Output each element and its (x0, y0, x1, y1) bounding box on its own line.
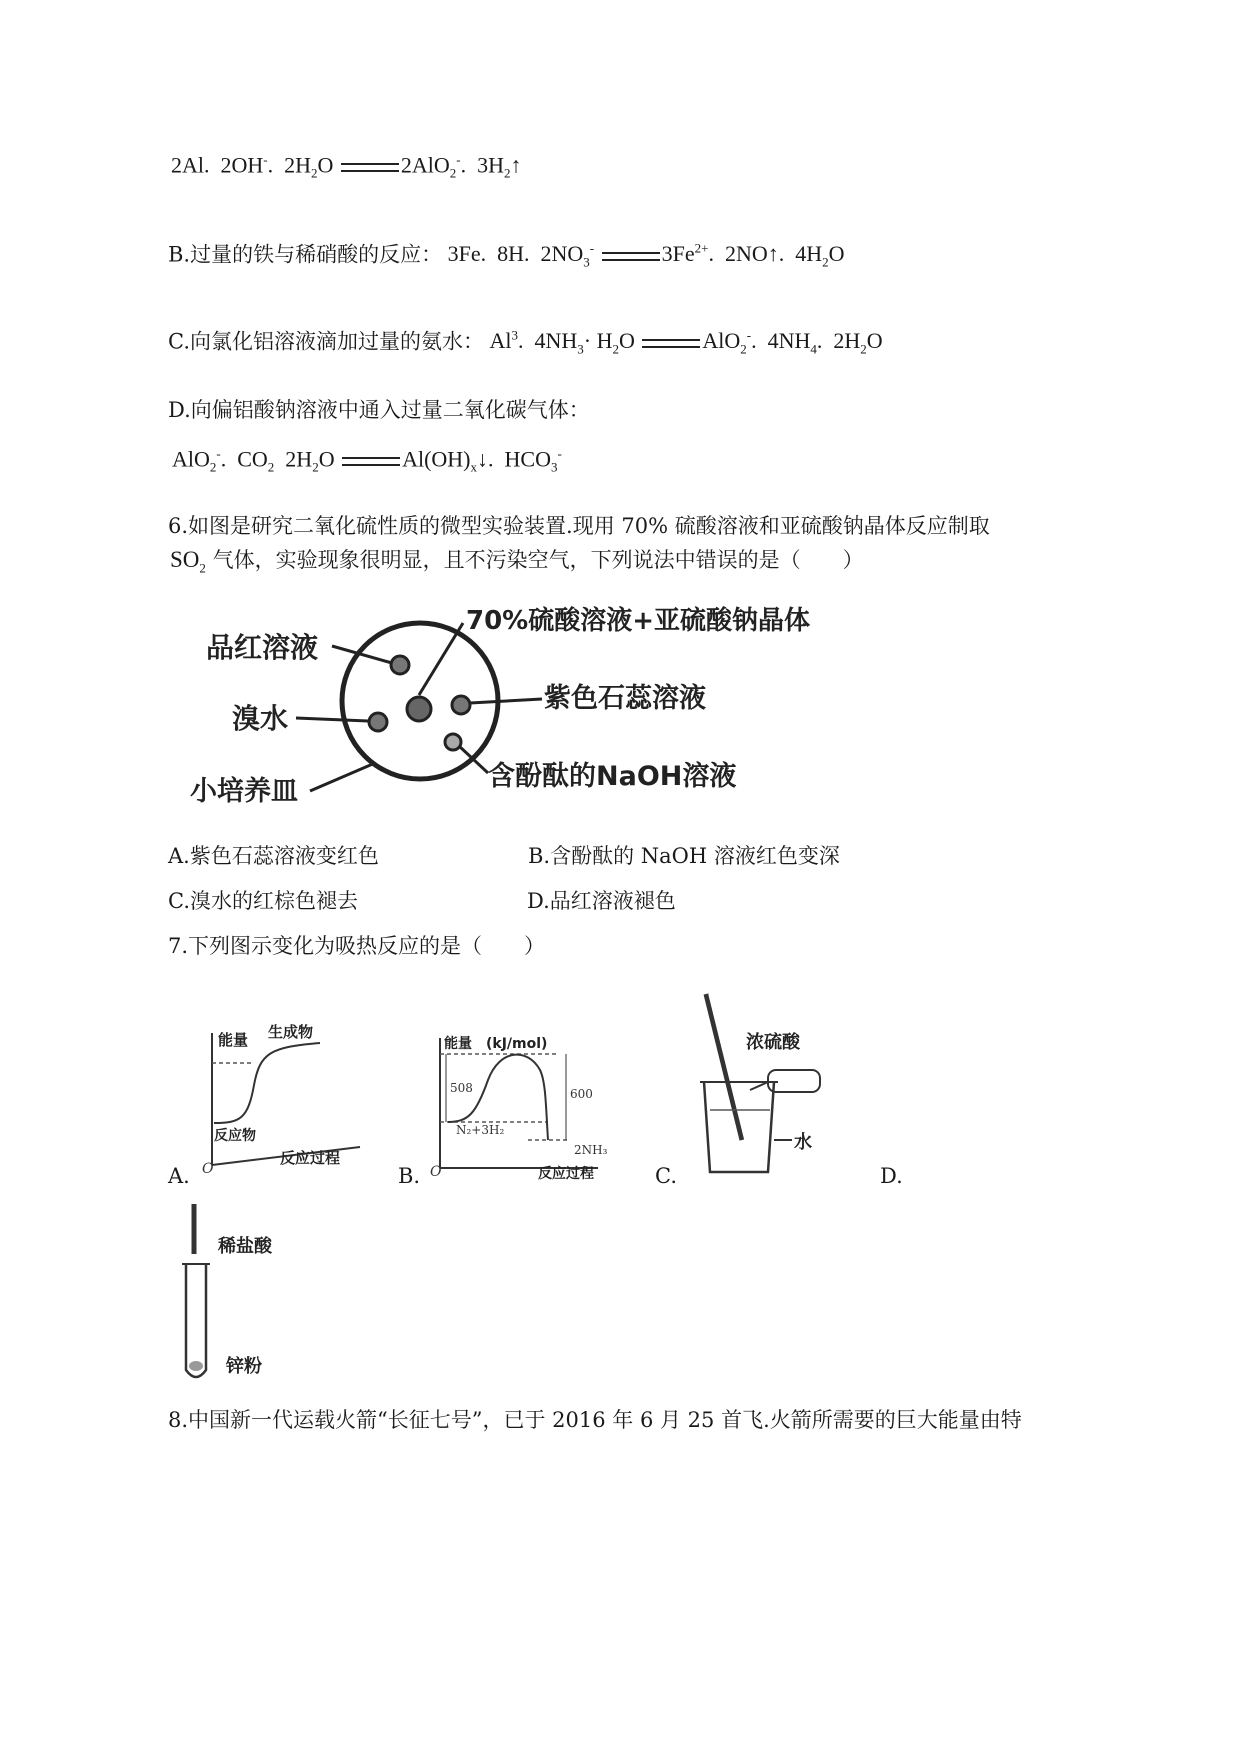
formula-sub: 2 (209, 459, 217, 475)
formula-term: 2NO (540, 241, 584, 267)
label-dish: 小培养皿 (190, 776, 298, 807)
formula-term: 2OH (220, 152, 264, 178)
formula-term: 2Al (171, 152, 204, 178)
q6-option-a[interactable]: A.紫色石蕊溶液变红色 (168, 844, 379, 868)
q7-figure-d[interactable] (180, 1200, 310, 1385)
option-text: C.向氯化铝溶液滴加过量的氨水： (168, 329, 484, 354)
formula-term: 8H (497, 241, 524, 267)
formula-sub: 3 (577, 341, 584, 357)
formula-term: O (866, 328, 883, 354)
equals-sign (341, 163, 399, 172)
formula-term: 2AlO (400, 152, 450, 178)
label-litmus: 紫色石蕊溶液 (544, 683, 706, 714)
formula-sup: 3 (511, 328, 518, 343)
drop-pinhong (391, 656, 409, 674)
equals-sign (642, 339, 700, 348)
fig-a-ylabel: 能量 (218, 1031, 249, 1049)
formula-term: 2H (833, 328, 861, 354)
label-pinhong: 品红溶液 (206, 631, 319, 664)
energy-curve (214, 1043, 320, 1123)
formula-sub: 2 (612, 341, 619, 357)
q7-option-b-label[interactable]: B. (398, 1164, 421, 1188)
q6-option-d[interactable]: D.品红溶液褪色 (527, 889, 676, 913)
q5-option-d-formula: AlO$_2$-. $CO_2$ $2H_2O$ $Al(OH)_x↓$. $HCO_3^-$ (172, 446, 562, 475)
formula-sup: - (216, 446, 221, 461)
formula-sub: 2 (822, 254, 829, 270)
formula-term: O (317, 152, 334, 178)
formula-term: 2NO↑ (724, 241, 779, 267)
q7-figure-c[interactable] (690, 990, 850, 1180)
formula-sup: - (456, 152, 461, 167)
q7-option-d-label[interactable]: D. (880, 1164, 903, 1188)
q8-stem: 8.中国新一代运载火箭“长征七号”，已于 2016 年 6 月 25 首飞.火箭所需要的巨大能量由特 (168, 1408, 1022, 1432)
q7-figure-a[interactable] (200, 1015, 370, 1175)
formula-term: 3Fe (661, 241, 695, 267)
label-bromine: 溴水 (232, 702, 289, 735)
fig-b-600: 600 (570, 1087, 593, 1101)
formula-term: 4NH (534, 328, 578, 354)
drop-bromine (369, 713, 387, 731)
formula-sub: 2 (199, 560, 206, 576)
fig-b-product: 2NH₃ (574, 1143, 608, 1157)
formula-sub: 2 (740, 341, 747, 357)
label-acid: 70%硫酸溶液+亚硫酸钠晶体 (466, 606, 811, 636)
formula-sub: 4 (810, 341, 817, 357)
fig-b-508: 508 (450, 1081, 473, 1095)
formula-term: O (828, 241, 845, 267)
formula-sup: - (746, 328, 752, 343)
q5-option-d: D.向偏铝酸钠溶液中通入过量二氧化碳气体： (168, 398, 590, 422)
formula-term: 2H (284, 152, 312, 178)
q7-stem: 7.下列图示变化为吸热反应的是（ ） (168, 934, 546, 958)
formula-sub: 2 (267, 459, 275, 475)
q5-option-c: C.向氯化铝溶液滴加过量的氨水： Al$^3$. $4NH_3\cdot H_2O$ AlO$_2$-. $4NH_4$. $2H_2O$ (168, 328, 883, 357)
formula-term: ↑ (510, 152, 522, 178)
q6-stem-line1: 6.如图是研究二氧化硫性质的微型实验装置.现用 70% 硫酸溶液和亚硫酸钠晶体反应制取 (168, 514, 990, 538)
formula-sup: - (589, 241, 595, 256)
formula-sub: x (470, 459, 478, 475)
formula-term: 4NH (767, 328, 811, 354)
option-text: B.过量的铁与稀硝酸的反应： (168, 242, 443, 267)
label-naoh: 含酚酞的NaOH溶液 (488, 761, 737, 792)
formula-sup: - (557, 446, 562, 461)
formula-term: O (619, 328, 635, 354)
formula-sub: 2 (311, 165, 318, 181)
q6-option-b[interactable]: B.含酚酞的 NaOH 溶液红色变深 (528, 844, 840, 868)
formula-sub: 2 (504, 165, 511, 181)
q5-option-a-formula: 2Al. 2OH-. $2H_2O$ 2AlO$_2$-. $3H_2↑$ (171, 152, 522, 181)
q7-option-c-label[interactable]: C. (655, 1164, 677, 1188)
drop-litmus (452, 696, 470, 714)
fig-d-zinc: 锌粉 (226, 1356, 262, 1377)
formula-sub: 3 (550, 459, 558, 475)
formula-term: 2H (285, 446, 313, 472)
fig-a-xlabel: 反应过程 (280, 1149, 341, 1167)
fig-b-ylabel: 能量 (kJ/mol) (444, 1036, 548, 1052)
drop-acid (407, 697, 431, 721)
formula-term: 3H (477, 152, 505, 178)
formula-sup: - (263, 152, 268, 167)
formula-term: Al(OH) (402, 446, 471, 472)
formula-term: 3Fe (447, 241, 481, 267)
q6-stem-line2 (170, 546, 864, 576)
fig-b-reactant: N₂+3H₂ (456, 1123, 505, 1137)
formula-term: CO (237, 446, 268, 472)
equals-sign (602, 252, 660, 261)
fig-a-reactant: 反应物 (214, 1128, 256, 1144)
q7-option-a-label[interactable]: A. (168, 1164, 190, 1188)
formula-term: O (318, 446, 335, 472)
formula-term: ↓ (477, 446, 489, 472)
q5-option-b: B.过量的铁与稀硝酸的反应： 3Fe. 8H. $2NO_3^-$ $3Fe^{2+}$. 2NO↑. $4H_2O$ (168, 241, 845, 270)
fig-b-xlabel: 反应过程 (538, 1166, 594, 1180)
formula-term: · H (583, 328, 613, 354)
q6-apparatus-figure (170, 595, 870, 815)
fig-a-origin: O (202, 1161, 214, 1175)
fig-c-water: 水 (794, 1132, 812, 1153)
stem-text: 气体，实验现象很明显，且不污染空气，下列说法中错误的是（ ） (205, 548, 864, 572)
formula-sub: 2 (860, 341, 867, 357)
test-tube (186, 1264, 206, 1377)
formula-sub: 2 (312, 459, 319, 475)
formula-sub: 2 (449, 165, 457, 181)
q7-figure-b[interactable] (428, 1030, 618, 1180)
formula-term: AlO (702, 328, 741, 354)
fig-a-product: 生成物 (268, 1023, 314, 1041)
formula-term: 4H (795, 241, 823, 267)
equals-sign (342, 457, 400, 466)
formula-term: AlO (172, 446, 210, 472)
formula-term: SO (170, 547, 200, 572)
formula-term: Al (489, 328, 512, 354)
formula-term: HCO (504, 446, 551, 472)
fig-b-origin: O (430, 1164, 442, 1180)
q6-option-c[interactable]: C.溴水的红棕色褪去 (168, 889, 358, 913)
fig-c-acid: 浓硫酸 (746, 1032, 800, 1053)
formula-sup: 2+ (694, 241, 709, 256)
fig-d-acid: 稀盐酸 (218, 1236, 272, 1257)
formula-sub: 3 (583, 254, 590, 270)
